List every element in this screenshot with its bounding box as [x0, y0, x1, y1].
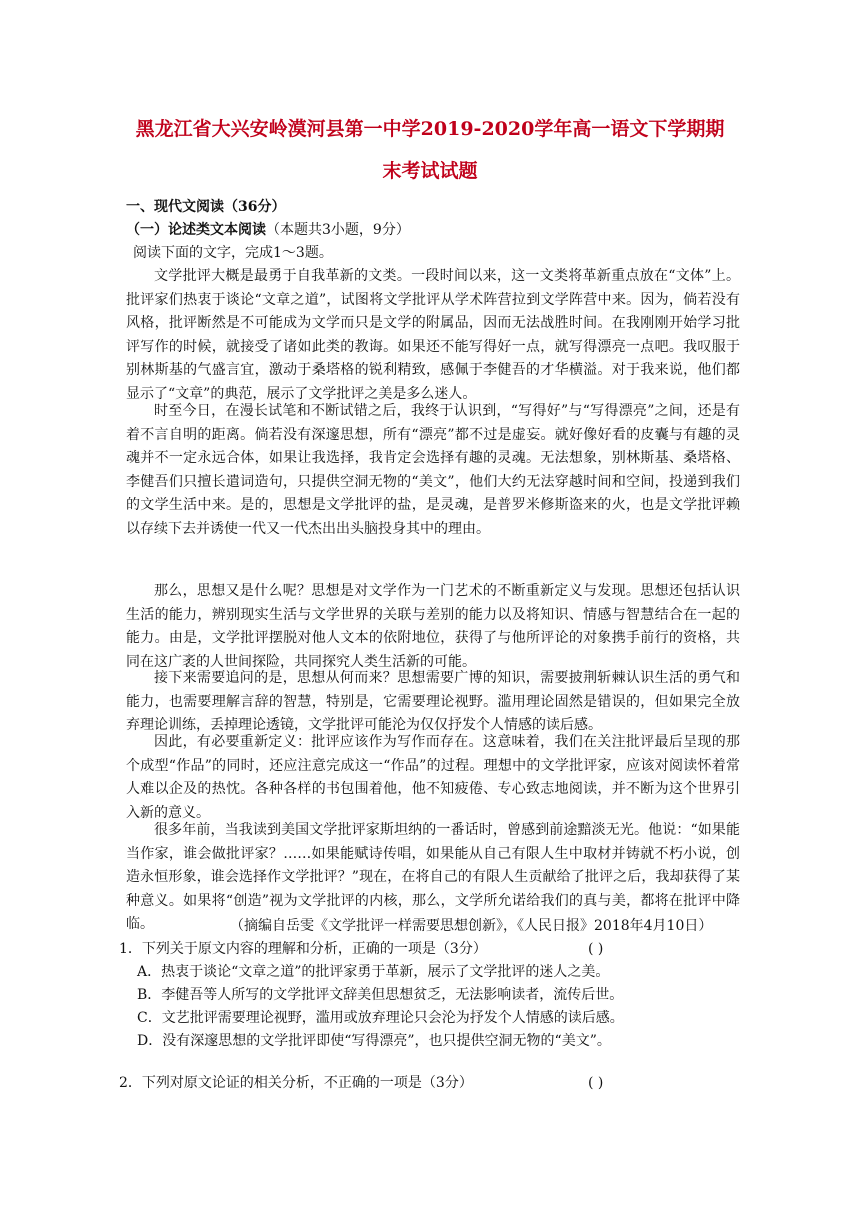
- question-2-answer-paren: ( ): [588, 1075, 604, 1091]
- question-1-option-b: B．李健吾等人所写的文学批评文辞美但思想贫乏，无法影响读者，流传后世。: [137, 987, 624, 1003]
- question-1-option-c: C．文艺批评需要理论视野，滥用或放弃理论只会沦为抒发个人情感的读后感。: [137, 1010, 624, 1026]
- passage-paragraph-4: 接下来需要追问的是，思想从何而来？思想需要广博的知识，需要披荆斩棘认识生活的勇气和能力，也需要理解言辞的智慧，特别是，它需要理论视野。滥用理论固然是错误的，但如果完全放弃理论训练，丢掉理论透镜，文学批评可能沦为仅仅抒发个人情感的读后感。: [126, 670, 740, 734]
- document-title-line-1: 黑龙江省大兴安岭漠河县第一中学2019-2020学年高一语文下学期期: [135, 118, 725, 140]
- subsection-title: （一）论述类文本阅读: [126, 222, 266, 238]
- subsection-heading: [126, 220, 410, 240]
- passage-paragraph-6: 很多年前，当我读到美国文学批评家斯坦纳的一番话时，曾感到前途黯淡无光。他说：“如果能当作家，谁会做批评家？……如果能赋诗传唱，如果能从自己有限人生中取材并铸就不朽小说，创造永恒形象，谁会选择作文学批评？”现在，在将自己的有限人生贡献给了批评之后，我却获得了某种意义。如果将“创造”视为文学批评的内核，那么，文学所允诺给我们的真与美，都将在批评中降临。: [126, 822, 740, 933]
- reading-instruction: 阅读下面的文字，完成1～3题。: [133, 245, 333, 261]
- document-title-line-2: 末考试试题: [382, 160, 478, 182]
- passage-paragraph-2: 时至今日，在漫长试笔和不断试错之后，我终于认识到，“写得好”与“写得漂亮”之间，还是有着不言自明的距离。倘若没有深邃思想，所有“漂亮”都不过是虚妄。就好像好看的皮囊与有趣的灵魂并不一定永远合体，如果让我选择，我肯定会选择有趣的灵魂。无法想象，别林斯基、桑塔格、李健吾们只擅长遣词造句，只提供空洞无物的“美文”，他们大约无法穿越时间和空间，投递到我们的文学生活中来。是的，思想是文学批评的盐，是灵魂，是普罗米修斯盗来的火，也是文学批评赖以存续下去并诱使一代又一代杰出出头脑投身其中的理由。: [126, 403, 740, 537]
- question-1-answer-paren: ( ): [588, 941, 604, 957]
- question-2-stem: 2．下列对原文论证的相关分析，不正确的一项是（3分）: [119, 1075, 473, 1091]
- passage-paragraph-5: 因此，有必要重新定义：批评应该作为写作而存在。这意味着，我们在关注批评最后呈现的那个成型“作品”的同时，还应注意完成这一“作品”的过程。理想中的文学批评家，应该对阅读怀着常人难以企及的热忱。各种各样的书包围着他，他不知疲倦、专心致志地阅读，并不断为这个世界引入新的意义。: [126, 734, 740, 821]
- passage-source: （摘编自岳雯《文学批评一样需要思想创新》，《人民日报》2018年4月10日）: [230, 918, 713, 934]
- subsection-note: （本题共3小题，9分）: [266, 222, 410, 238]
- passage-paragraph-1: 文学批评大概是最勇于自我革新的文类。一段时间以来，这一文类将革新重点放在“文体”上。批评家们热衷于谈论“文章之道”，试图将文学批评从学术阵营拉到文学阵营中来。因为，倘若没有风格，批评断然是不可能成为文学而只是文学的附属品，因而无法战胜时间。在我刚刚开始学习批评写作的时候，就接受了诸如此类的教诲。如果还不能写得好一点，就写得漂亮一点吧。我叹服于别林斯基的气盛言宜，激动于桑塔格的锐利精致，感佩于李健吾的才华横溢。对于我来说，他们都显示了“文章”的典范，展示了文学批评之美是多么迷人。: [126, 268, 740, 402]
- passage-paragraph-3: 那么，思想又是什么呢？思想是对文学作为一门艺术的不断重新定义与发现。思想还包括认识生活的能力，辨别现实生活与文学世界的关联与差别的能力以及将知识、情感与智慧结合在一起的能力。由是，文学批评摆脱对他人文本的依附地位，获得了与他所评论的对象携手前行的资格，共同在这广袤的人世间探险，共同探究人类生活新的可能。: [126, 583, 740, 670]
- section-heading: 一、现代文阅读（36分）: [126, 199, 286, 215]
- question-1-option-a: A．热衷于谈论“文章之道”的批评家勇于革新，展示了文学批评的迷人之美。: [137, 964, 610, 980]
- question-1-stem: 1．下列关于原文内容的理解和分析，正确的一项是（3分）: [119, 941, 487, 957]
- question-1-option-d: D．没有深邃思想的文学批评即使“写得漂亮”，也只提供空洞无物的“美文”。: [137, 1033, 611, 1049]
